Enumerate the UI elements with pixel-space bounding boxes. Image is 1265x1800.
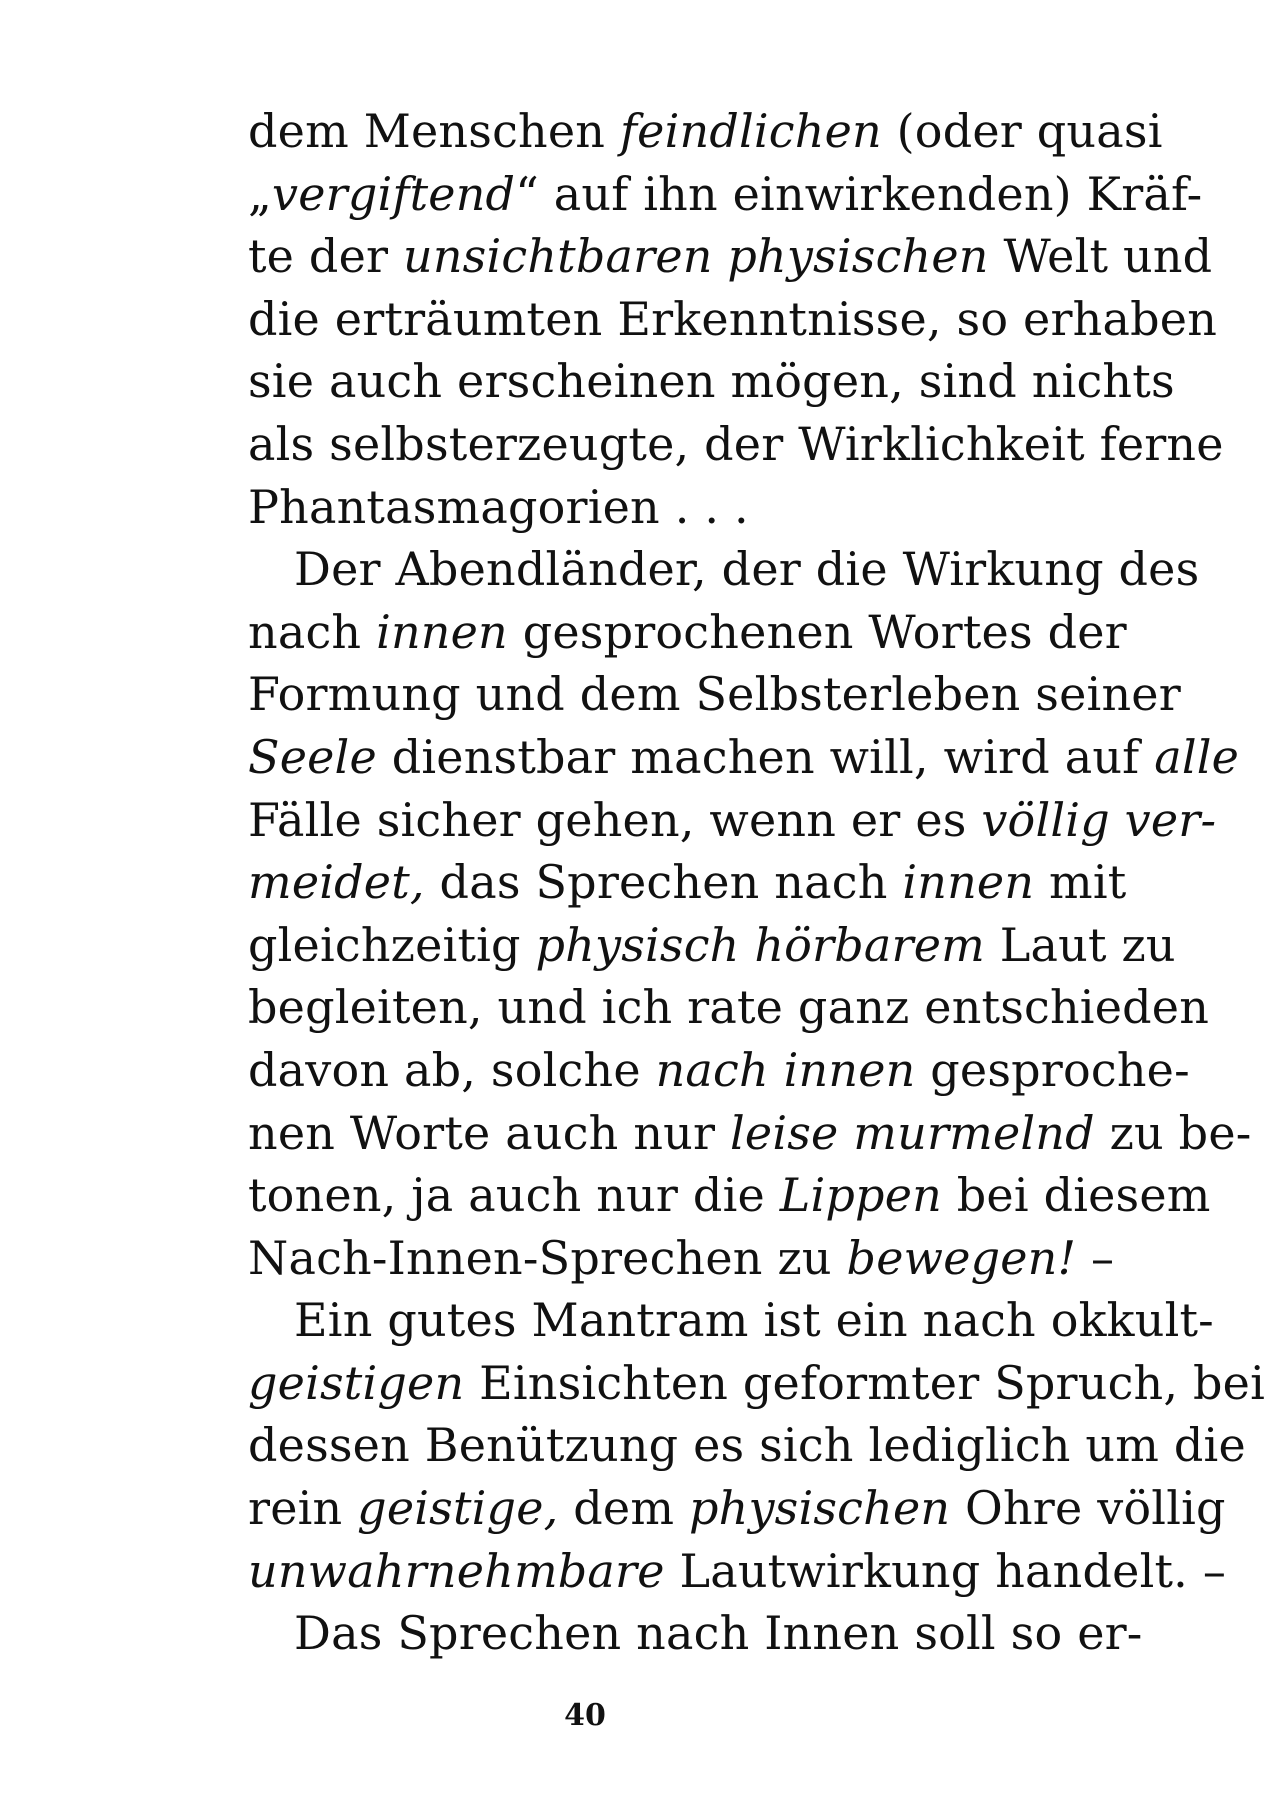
text-run: begleiten, und ich rate ganz entschieden (248, 980, 1210, 1035)
text-run: davon ab, solche (248, 1042, 656, 1097)
text-run: tonen, ja auch nur die (248, 1168, 780, 1223)
text-run: dem Menschen (248, 104, 620, 158)
emphasized-text: innen (376, 604, 508, 659)
text-run: Welt und (988, 229, 1213, 284)
text-run: rein (248, 1481, 358, 1536)
text-line (248, 1602, 1143, 1665)
text-run: Der Abendländer, der die Wirkung des (294, 542, 1200, 597)
emphasized-text: Seele (248, 729, 377, 784)
text-run: Ein gutes Mantram ist ein nach okkult- (294, 1293, 1214, 1348)
text-run: das Sprechen nach (424, 855, 903, 910)
text-line (248, 350, 1175, 413)
text-line (248, 1164, 1211, 1227)
text-run: mit (1034, 855, 1127, 910)
text-line (248, 1039, 1190, 1102)
text-line (248, 288, 1218, 351)
emphasized-text: unsichtbaren physischen (403, 229, 989, 284)
text-line (248, 976, 1210, 1039)
text-line (248, 538, 1200, 601)
text-run: „ (248, 166, 273, 221)
text-run: Lautwirkung handelt. – (664, 1543, 1227, 1598)
text-line (248, 1477, 1226, 1540)
text-run: (oder quasi (881, 104, 1163, 158)
text-run: Fälle sicher gehen, wenn er es (248, 792, 982, 847)
emphasized-text: physischen (689, 1481, 951, 1536)
text-line (248, 476, 1092, 539)
text-run: sie auch erscheinen mögen, sind nichts (248, 354, 1175, 409)
text-line (248, 726, 1240, 789)
text-line (248, 1227, 1115, 1290)
text-run: Einsichten geformter Spruch, bei (464, 1355, 1265, 1410)
text-line (248, 413, 1224, 476)
emphasized-text: innen (902, 855, 1035, 910)
text-run: gleichzeitig (248, 917, 536, 972)
emphasized-text: geistigen (248, 1355, 465, 1410)
text-run: – (1076, 1230, 1115, 1285)
text-line (248, 789, 1217, 852)
page-number: 40 (564, 1698, 606, 1733)
emphasized-text: bewegen! (846, 1230, 1077, 1285)
emphasized-text: Lippen (779, 1168, 942, 1223)
text-line (248, 914, 1176, 977)
text-line (248, 1540, 1227, 1603)
emphasized-text: unwahrnehmbare (248, 1543, 665, 1598)
text-run: Ohre völlig (950, 1481, 1226, 1536)
text-run: Das Sprechen nach Innen soll so er- (294, 1606, 1143, 1661)
text-run: “ auf ihn einwirkenden) Kräf- (515, 166, 1203, 221)
emphasized-text: leise murmelnd (730, 1105, 1095, 1160)
text-line (248, 163, 1203, 226)
text-line (248, 1289, 1214, 1352)
text-run: te der (248, 229, 404, 284)
text-run: die erträumten Erkenntnisse, so erhaben (248, 291, 1218, 346)
text-run: gesprochenen Wortes der (507, 604, 1127, 659)
text-run: nen Worte auch nur (248, 1105, 730, 1160)
text-run: dienstbar machen will, wird auf (376, 729, 1155, 784)
text-line (248, 1102, 1252, 1165)
text-run: Laut zu (984, 917, 1176, 972)
text-run: bei diesem (941, 1168, 1211, 1223)
text-run: Nach-Innen-Sprechen zu (248, 1230, 847, 1285)
text-run: gesproche- (915, 1042, 1190, 1097)
text-run: dem (558, 1481, 689, 1536)
text-run: dessen Benützung es sich lediglich um die (248, 1418, 1246, 1473)
text-line (248, 1352, 1265, 1415)
text-line (248, 225, 1213, 288)
text-run: Phantasmagorien . . . (248, 479, 749, 534)
text-line (248, 851, 1127, 914)
text-run: zu be- (1094, 1105, 1252, 1160)
body-text (248, 100, 1265, 1665)
emphasized-text: alle (1154, 729, 1240, 784)
text-line (248, 100, 1163, 163)
text-run: Formung und dem Selbsterleben seiner (248, 667, 1181, 722)
emphasized-text: vergiftend (272, 166, 516, 221)
emphasized-text: meidet, (248, 855, 425, 910)
emphasized-text: geistige, (357, 1481, 559, 1536)
text-run: als selbsterzeugte, der Wirklichkeit ferne (248, 416, 1224, 471)
text-run: nach (248, 604, 377, 659)
text-line (248, 601, 1127, 664)
text-line (248, 1414, 1246, 1477)
emphasized-text: feindlichen (619, 104, 882, 158)
emphasized-text: physisch hörbarem (535, 917, 985, 972)
emphasized-text: völlig ver- (981, 792, 1217, 847)
text-line (248, 663, 1181, 726)
emphasized-text: nach innen (655, 1042, 916, 1097)
